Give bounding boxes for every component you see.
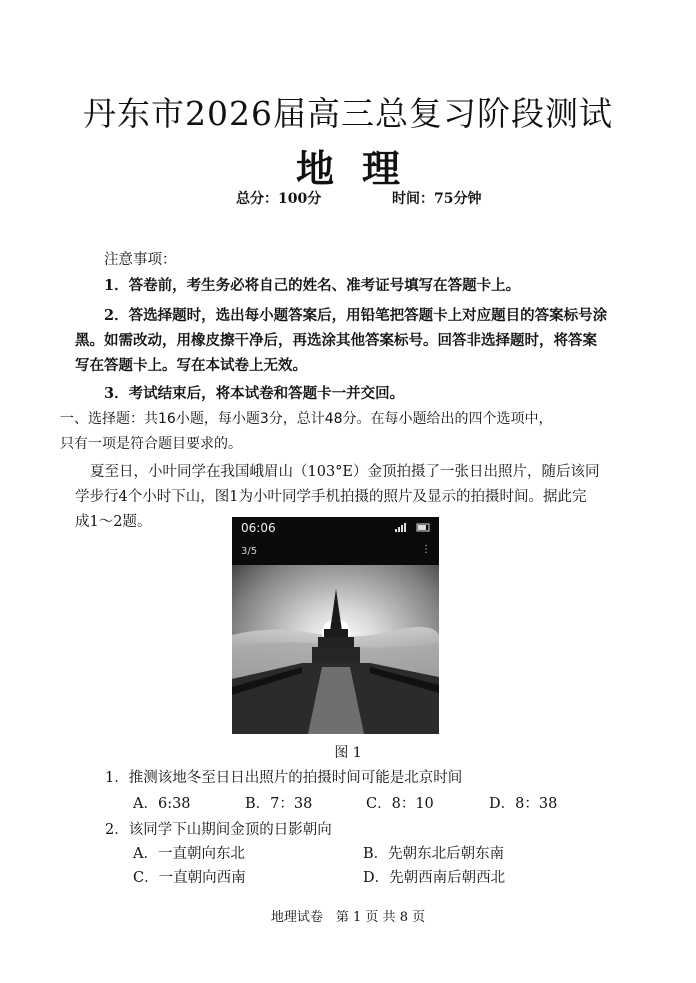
note-item-3: 3．考试结束后，将本试卷和答题卡一并交回。 [104,385,405,402]
exam-title: 丹东市2026届高三总复习阶段测试 [83,94,613,133]
passage-line-2: 学步行4个小时下山，图1为小叶同学手机拍摄的照片及显示的拍摄时间。据此完 [75,489,587,505]
signal-battery-icon [395,523,431,533]
more-icon: ⋮ [421,544,431,555]
section-1-line-1: 一、选择题：共16小题，每小题3分，总计48分。在每小题给出的四个选项中， [60,411,553,427]
page-footer: 地理试卷 第 1 页 共 8 页 [270,910,426,925]
question-2-option-b: B．先朝东北后朝东南 [363,846,505,862]
question-1-option-b: B．7：38 [245,796,313,812]
question-1-option-d: D．8：38 [489,796,558,812]
question-2-option-a: A．一直朝向东北 [133,846,245,862]
photo-counter: 3/5 [241,546,258,557]
figure-caption: 图 1 [334,745,362,761]
photo-timestamp: 06:06 [241,521,276,535]
passage-line-1: 夏至日，小叶同学在我国峨眉山（103°E）金顶拍摄了一张日出照片，随后该同 [90,464,600,480]
question-1-option-a: A．6:38 [133,796,191,812]
question-1-stem: 1．推测该地冬至日日出照片的拍摄时间可能是北京时间 [105,770,463,786]
section-1-line-2: 只有一项是符合题目要求的。 [60,436,242,452]
question-1-option-c: C．8：10 [366,796,434,812]
subject-title: 地理 [295,147,428,191]
note-item-2-line-3: 写在答题卡上。写在本试卷上无效。 [75,357,307,374]
total-score: 总分：100分 [236,191,322,207]
note-item-1: 1．答卷前，考生务必将自己的姓名、准考证号填写在答题卡上。 [104,277,521,294]
note-item-2-line-2: 黑。如需改动，用橡皮擦干净后，再选涂其他答案标号。回答非选择题时，将答案 [75,332,597,349]
question-2-option-d: D．先朝西南后朝西北 [363,870,506,886]
notes-heading: 注意事项： [104,252,177,268]
passage-line-3: 成1～2题。 [75,514,152,530]
figure-1-photo [232,517,439,734]
note-item-2-line-1: 2．答选择题时，选出每小题答案后，用铅笔把答题卡上对应题目的答案标号涂 [104,307,608,324]
exam-time: 时间：75分钟 [392,191,482,207]
question-2-stem: 2．该同学下山期间金顶的日影朝向 [105,822,332,838]
question-2-option-c: C．一直朝向西南 [133,870,246,886]
